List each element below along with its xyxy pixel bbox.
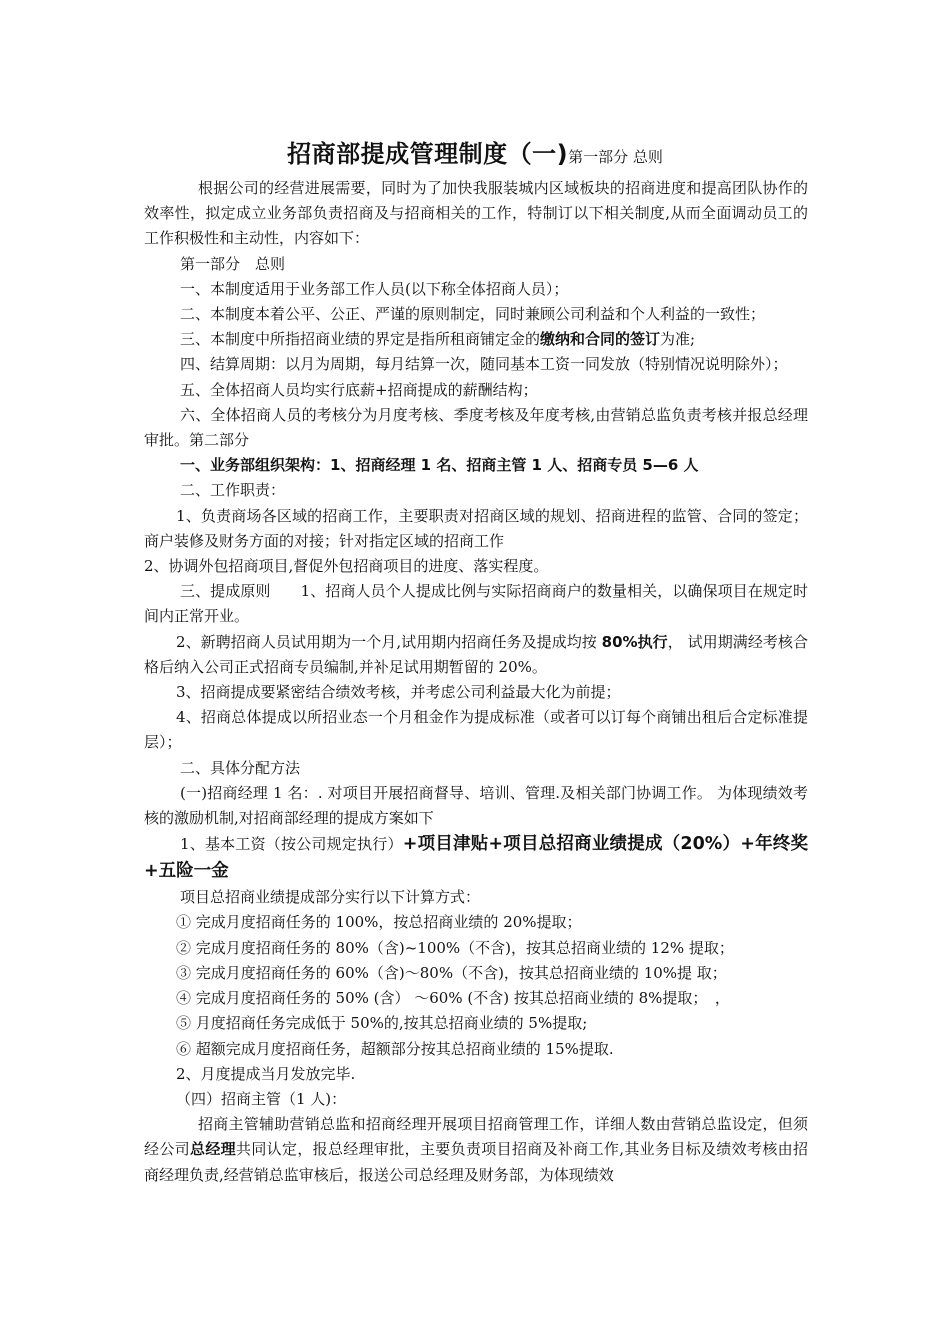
principle2-text-a: 2、新聘招商人员试用期为一个月,试用期内招商任务及提成均按 [176, 632, 602, 651]
title-line [0, 134, 950, 169]
paragraph-calc2: ② 完成月度招商任务的 80%（含)~100%（不含)，按其总招商业绩的 12% 提取； [176, 938, 734, 957]
paragraph-item2: 二、本制度本着公平、公正、严谨的原则制定，同时兼顾公司利益和个人利益的一致性； [180, 305, 766, 324]
item3-text-b: 为准; [660, 330, 696, 349]
supervisor-text-bold: 总经理 [190, 1140, 236, 1159]
principle2-text-bold: 80%执行 [601, 632, 668, 651]
salary-text-bold: +项目津贴+项目总招商业绩提成（20%）+年终奖+五险一金 [144, 834, 808, 882]
document-title-suffix: 第一部分 总则 [568, 148, 663, 166]
paragraph-duty1: 1、负责商场各区域的招商工作，主要职责对招商区域的规划、招商进程的监管、合同的签定；商户装修及财务方面的对接；针对指定区域的招商工作 [144, 506, 808, 550]
paragraph-principle1: 三、提成原则 1、招商人员个人提成比例与实际招商商户的数量相关，以确保项目在规定时间内正常开业。 [144, 582, 808, 626]
paragraph-org: 一、业务部组织架构：1、招商经理 1 名、招商主管 1 人、招商专员 5—6 人 [180, 456, 699, 475]
paragraph-monthly: 2、月度提成当月发放完毕. [176, 1064, 356, 1083]
document-body [144, 176, 808, 1188]
salary-text-a: 1、基本工资（按公司规定执行） [180, 835, 403, 854]
paragraph-calc4: ④ 完成月度招商任务的 50% (含） ～60% (不含) 按其总招商业绩的 8%提取； ， [176, 989, 730, 1008]
item3-text-bold: 缴纳和合同的签订 [540, 330, 661, 349]
supervisor-text-a: 招商主管辅助营销总监和招商经理开展项目招商管理工作，详细人数由营销总监设定，但须经公司 [144, 1115, 808, 1159]
paragraph-intro: 根据公司的经营进展需要，同时为了加快我服装城内区域板块的招商进度和提高团队协作的效率性，拟定成立业务部负责招商及与招商相关的工作，特制订以下相关制度,从而全面调动员工的工作积极性和主动性，内容如下： [144, 179, 808, 248]
paragraph-supervisor [144, 1112, 808, 1188]
item3-text-a: 三、本制度中所指招商业绩的界定是指所租商铺定金的 [180, 330, 541, 349]
paragraph-item4: 四、结算周期：以月为周期，每月结算一次，随同基本工资一同发放（特别情况说明除外）； [180, 355, 788, 374]
paragraph-item1: 一、本制度适用于业务部工作人员(以下称全体招商人员）； [180, 279, 569, 298]
paragraph-item3 [144, 327, 808, 352]
paragraph-principle2 [144, 630, 808, 680]
supervisor-text-b: 共同认定，报总经理审批，主要负责项目招商及补商工作,其业务目标及绩效考核由招商经理负责,经营销总监审核后，报送公司总经理及财务部，为体现绩效 [144, 1140, 808, 1184]
paragraph-supervisor-heading: （四）招商主管（1 人)： [176, 1089, 347, 1108]
paragraph-item6: 六、全体招商人员的考核分为月度考核、季度考核及年度考核,由营销总监负责考核并报总经理审批。第二部分 [144, 405, 808, 450]
paragraph-duty2: 2、协调外包招商项目,督促外包招商项目的进度、落实程度。 [144, 557, 549, 576]
paragraph-calc5: ⑤ 月度招商任务完成低于 50%的,按其总招商业绩的 5%提取; [176, 1014, 588, 1033]
paragraph-principle3: 3、招商提成要紧密结合绩效考核，并考虑公司利益最大化为前提； [176, 683, 621, 702]
paragraph-calc-heading: 项目总招商业绩提成部分实行以下计算方式： [180, 888, 481, 907]
paragraph-salary [144, 831, 808, 885]
paragraph-calc6: ⑥ 超额完成月度招商任务，超额部分按其总招商业绩的 15%提取. [176, 1039, 614, 1058]
paragraph-item5: 五、全体招商人员均实行底薪+招商提成的薪酬结构； [180, 380, 538, 399]
paragraph-calc1: ① 完成月度招商任务的 100%，按总招商业绩的 20%提取； [176, 913, 582, 932]
paragraph-calc3: ③ 完成月度招商任务的 60%（含)～80%（不含)，按其总招商业绩的 10%提 取； [176, 963, 727, 982]
document-title: 招商部提成管理制度（一) [287, 140, 569, 168]
paragraph-duties-heading: 二、工作职责： [180, 481, 286, 500]
paragraph-manager: (一)招商经理 1 名：. 对项目开展招商督导、培训、管理.及相关部门协调工作。 为体现绩效考核的激励机制,对招商部经理的提成方案如下 [144, 783, 808, 828]
paragraph-principle4: 4、招商总体提成以所招业态一个月租金作为提成标准（或者可以订每个商铺出租后合定标准提层）； [144, 708, 808, 752]
paragraph-distribution-heading: 二、具体分配方法 [180, 758, 301, 777]
principle2-text-b: ， 试用期满经考核合格后纳入公司正式招商专员编制,并补足试用期暂留的 20%。 [144, 632, 808, 676]
paragraph-part1-heading: 第一部分 总则 [180, 254, 286, 273]
